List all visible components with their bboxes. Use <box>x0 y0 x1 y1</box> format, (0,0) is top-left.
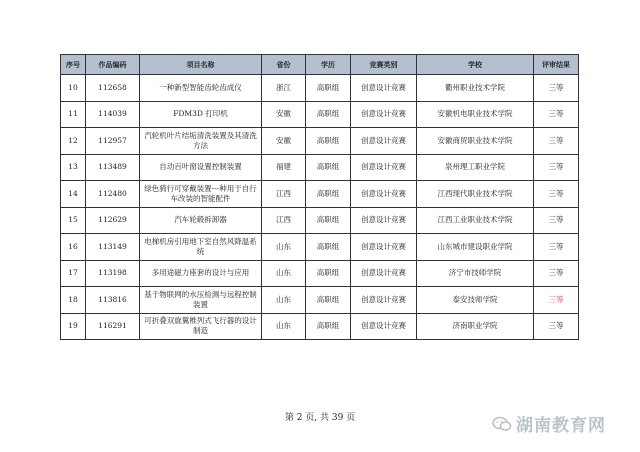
watermark-text: 湖南教育网 <box>516 416 606 436</box>
cell-name: 绿色骑行可穿戴装置---种用于自行车改装的智能配件 <box>140 181 262 208</box>
cell-category: 创意设计竞赛 <box>351 128 417 155</box>
cell-edu: 高职组 <box>306 234 351 261</box>
cell-no: 18 <box>61 287 86 314</box>
cell-province: 江西 <box>262 181 306 208</box>
cell-result: 三等 <box>534 260 579 287</box>
cell-code: 116291 <box>86 313 140 340</box>
table-row <box>61 287 579 314</box>
header-row <box>61 55 579 75</box>
cell-no: 13 <box>61 154 86 181</box>
table-row <box>61 181 579 208</box>
table-row <box>61 313 579 340</box>
cell-edu: 高职组 <box>306 207 351 234</box>
cell-code: 113149 <box>86 234 140 261</box>
cell-category: 创意设计竞赛 <box>351 207 417 234</box>
header-edu: 学历 <box>306 55 351 75</box>
cell-category: 创意设计竞赛 <box>351 181 417 208</box>
cell-code: 113198 <box>86 260 140 287</box>
cell-code: 114039 <box>86 101 140 128</box>
cell-province: 安徽 <box>262 128 306 155</box>
cell-school: 济宁市技师学院 <box>417 260 534 287</box>
cell-result: 三等 <box>534 313 579 340</box>
cell-name: 自动百叶窗设置控制装置 <box>140 154 262 181</box>
cell-code: 113816 <box>86 287 140 314</box>
cell-edu: 高职组 <box>306 128 351 155</box>
cell-result: 三等 <box>534 75 579 102</box>
cell-category: 创意设计竞赛 <box>351 313 417 340</box>
cell-name: 可折叠双旋翼椎列式飞行器的设计制造 <box>140 313 262 340</box>
cell-result: 三等 <box>534 128 579 155</box>
cell-edu: 高职组 <box>306 287 351 314</box>
cell-category: 创意设计竞赛 <box>351 234 417 261</box>
cell-code: 112957 <box>86 128 140 155</box>
table-row <box>61 154 579 181</box>
cell-no: 12 <box>61 128 86 155</box>
table-row <box>61 128 579 155</box>
cell-province: 山东 <box>262 234 306 261</box>
cell-province: 山东 <box>262 313 306 340</box>
cell-edu: 高职组 <box>306 154 351 181</box>
cell-school: 济南职业学院 <box>417 313 534 340</box>
cell-school: 安徽商贸职业技术学院 <box>417 128 534 155</box>
cell-no: 11 <box>61 101 86 128</box>
cell-no: 15 <box>61 207 86 234</box>
watermark <box>492 411 606 436</box>
cell-no: 17 <box>61 260 86 287</box>
cell-school: 山东城市建设职业学院 <box>417 234 534 261</box>
header-school: 学校 <box>417 55 534 75</box>
cell-category: 创意设计竞赛 <box>351 154 417 181</box>
table-row <box>61 75 579 102</box>
wechat-bubble-icon <box>492 416 512 432</box>
cell-name: 汽轮机叶片结垢清洗装置及其清洗方法 <box>140 128 262 155</box>
cell-result: 三等 <box>534 154 579 181</box>
page-footer: 第 2 页, 共 39 页 <box>284 413 356 423</box>
cell-no: 19 <box>61 313 86 340</box>
cell-edu: 高职组 <box>306 101 351 128</box>
header-no: 序号 <box>61 55 86 75</box>
table-row <box>61 234 579 261</box>
cell-no: 14 <box>61 181 86 208</box>
table-row <box>61 260 579 287</box>
cell-name: 多用途磁力座套的设计与应用 <box>140 260 262 287</box>
cell-name: 汽车轮毂拆卸器 <box>140 207 262 234</box>
header-result: 评审结果 <box>534 55 579 75</box>
header-code: 作品编码 <box>86 55 140 75</box>
cell-province: 山东 <box>262 260 306 287</box>
table-row <box>61 207 579 234</box>
cell-code: 112480 <box>86 181 140 208</box>
cell-no: 10 <box>61 75 86 102</box>
cell-province: 浙江 <box>262 75 306 102</box>
cell-result-highlighted: 三等 <box>534 287 579 314</box>
cell-result: 三等 <box>534 207 579 234</box>
cell-category: 创意设计竞赛 <box>351 260 417 287</box>
cell-name: 电梯机房引用地下室自然风降温系统 <box>140 234 262 261</box>
cell-code: 113489 <box>86 154 140 181</box>
cell-no: 16 <box>61 234 86 261</box>
cell-result: 三等 <box>534 181 579 208</box>
cell-edu: 高职组 <box>306 260 351 287</box>
cell-edu: 高职组 <box>306 75 351 102</box>
cell-category: 创意设计竞赛 <box>351 75 417 102</box>
cell-province: 山东 <box>262 287 306 314</box>
cell-name: FDM3D 打印机 <box>140 101 262 128</box>
cell-code: 112658 <box>86 75 140 102</box>
header-category: 竞赛类别 <box>351 55 417 75</box>
cell-school: 泰安技师学院 <box>417 287 534 314</box>
cell-province: 江西 <box>262 207 306 234</box>
header-province: 省份 <box>262 55 306 75</box>
cell-edu: 高职组 <box>306 313 351 340</box>
cell-code: 112629 <box>86 207 140 234</box>
cell-category: 创意设计竞赛 <box>351 101 417 128</box>
cell-result: 三等 <box>534 101 579 128</box>
cell-school: 安徽机电职业技术学院 <box>417 101 534 128</box>
cell-school: 江西工业职业技术学院 <box>417 207 534 234</box>
cell-result: 三等 <box>534 234 579 261</box>
cell-name: 一种新型智能齿轮齿成仪 <box>140 75 262 102</box>
cell-school: 泉州理工职业学院 <box>417 154 534 181</box>
cell-edu: 高职组 <box>306 181 351 208</box>
cell-name: 基于物联网的水压检测与远程控制装置 <box>140 287 262 314</box>
table-row <box>61 101 579 128</box>
header-name: 项目名称 <box>140 55 262 75</box>
cell-category: 创意设计竞赛 <box>351 287 417 314</box>
results-table <box>60 54 579 340</box>
cell-school: 衢州职业技术学院 <box>417 75 534 102</box>
cell-province: 安徽 <box>262 101 306 128</box>
cell-school: 江西现代职业技术学院 <box>417 181 534 208</box>
cell-province: 福建 <box>262 154 306 181</box>
